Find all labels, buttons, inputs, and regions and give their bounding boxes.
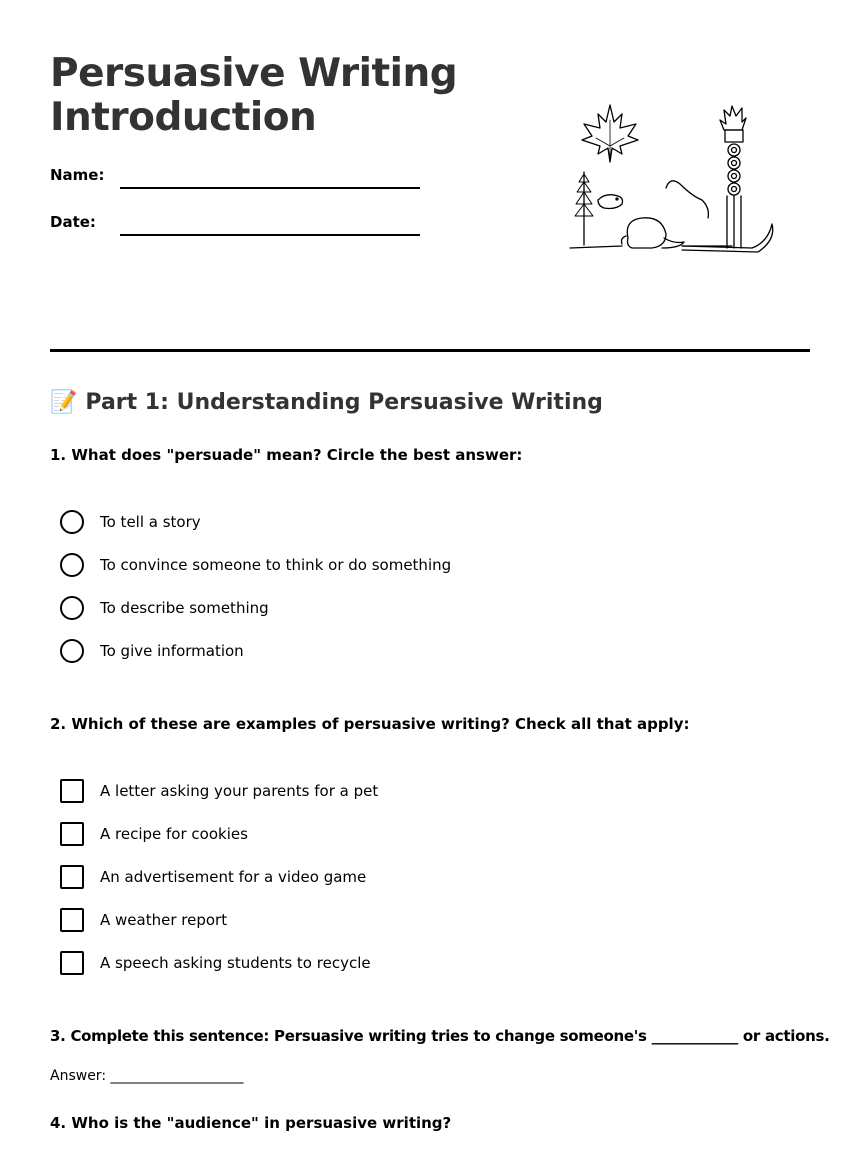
q2-option-3[interactable]	[60, 865, 366, 889]
option-label: To describe something	[100, 599, 269, 617]
q1-option-2[interactable]	[60, 553, 451, 577]
checkbox-icon[interactable]	[60, 908, 84, 932]
pine-tree-icon	[575, 172, 593, 245]
radio-circle-icon[interactable]	[60, 553, 84, 577]
checkbox-icon[interactable]	[60, 865, 84, 889]
q1-option-1[interactable]	[60, 510, 201, 534]
canada-illustration	[562, 100, 778, 258]
question-2: 2. Which of these are examples of persuasive writing? Check all that apply:	[50, 715, 690, 733]
option-label: To convince someone to think or do something	[100, 556, 452, 574]
radio-circle-icon[interactable]	[60, 639, 84, 663]
rope-curve-icon	[666, 181, 708, 218]
radio-circle-icon[interactable]	[60, 596, 84, 620]
option-label: A speech asking students to recycle	[100, 954, 371, 972]
q2-option-5[interactable]	[60, 951, 371, 975]
question-1: 1. What does "persuade" mean? Circle the best answer:	[50, 446, 523, 464]
checkbox-icon[interactable]	[60, 779, 84, 803]
date-line[interactable]	[120, 234, 420, 236]
totem-pole-icon	[720, 106, 746, 248]
radio-circle-icon[interactable]	[60, 510, 84, 534]
memo-icon: 📝	[50, 390, 78, 415]
q1-option-4[interactable]	[60, 639, 244, 663]
option-label: A recipe for cookies	[100, 825, 248, 843]
date-label: Date:	[50, 213, 96, 231]
q3-answer-line[interactable]: Answer: ___________________	[50, 1068, 244, 1084]
section-divider	[50, 349, 810, 352]
q2-option-1[interactable]	[60, 779, 378, 803]
name-line[interactable]	[120, 187, 420, 189]
q1-option-3[interactable]	[60, 596, 269, 620]
part1-heading	[50, 390, 603, 415]
option-label: To give information	[100, 642, 244, 660]
checkbox-icon[interactable]	[60, 951, 84, 975]
question-4: 4. Who is the "audience" in persuasive writing?	[50, 1114, 452, 1132]
option-label: A letter asking your parents for a pet	[100, 782, 379, 800]
page-title: Persuasive Writing Introduction	[50, 51, 458, 140]
name-label: Name:	[50, 166, 105, 184]
beaver-icon	[622, 218, 685, 248]
small-animal-icon	[598, 195, 623, 209]
part1-title: Part 1: Understanding Persuasive Writing	[85, 390, 603, 415]
option-label: An advertisement for a video game	[100, 868, 367, 886]
maple-leaf-icon	[582, 105, 638, 162]
option-label: To tell a story	[100, 513, 201, 531]
question-3: 3. Complete this sentence: Persuasive writing tries to change someone's ____________ or actions.	[50, 1027, 830, 1045]
q2-option-2[interactable]	[60, 822, 248, 846]
checkbox-icon[interactable]	[60, 822, 84, 846]
option-label: A weather report	[100, 911, 228, 929]
q2-option-4[interactable]	[60, 908, 227, 932]
